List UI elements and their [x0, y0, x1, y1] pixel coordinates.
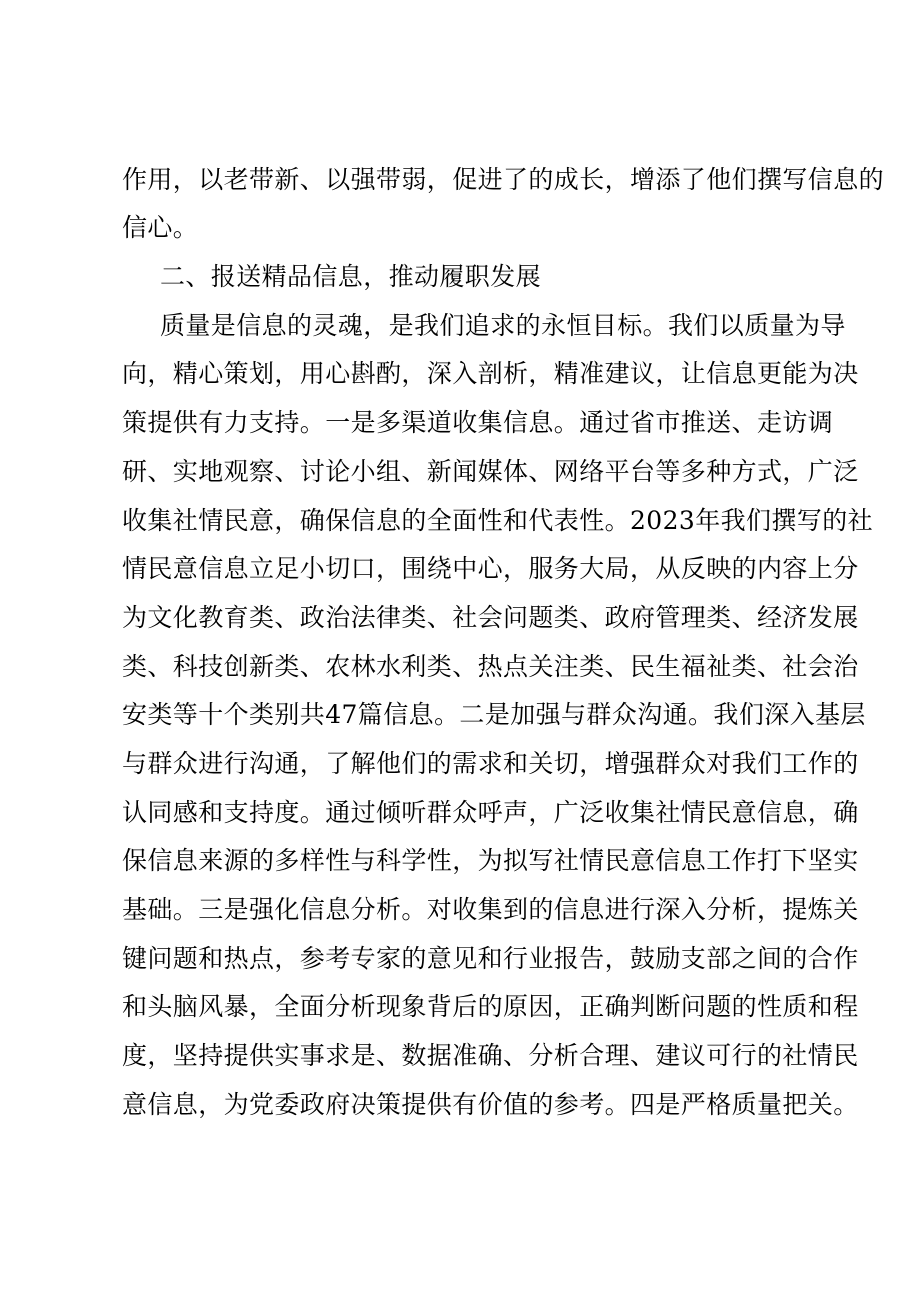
body-text-line: 策提供有力支持。一是多渠道收集信息。通过省市推送、走访调: [122, 408, 834, 437]
body-text-line: 与群众进行沟通，了解他们的需求和关切，增强群众对我们工作的: [122, 749, 859, 778]
body-text-line: 研、实地观察、讨论小组、新闻媒体、网络平台等多种方式，广泛: [122, 457, 859, 486]
body-text-line: 质量是信息的灵魂，是我们追求的永恒目标。我们以质量为导: [160, 311, 846, 340]
body-text-line: 信心。: [122, 213, 199, 242]
section-heading: 二、报送精品信息，推动履职发展: [160, 262, 542, 291]
body-text-line: 情民意信息立足小切口，围绕中心，服务大局，从反映的内容上分: [122, 554, 859, 583]
body-text-line: 和头脑风暴，全面分析现象背后的原因，正确判断问题的性质和程: [122, 992, 859, 1021]
body-text-line: 认同感和支持度。通过倾听群众呼声，广泛收集社情民意信息，确: [122, 798, 859, 827]
body-text-line: 保信息来源的多样性与科学性，为拟写社情民意信息工作打下坚实: [122, 846, 859, 875]
body-text-line: 类、科技创新类、农林水利类、热点关注类、民生福祉类、社会治: [122, 652, 859, 681]
body-text-line: 度，坚持提供实事求是、数据准确、分析合理、建议可行的社情民: [122, 1041, 859, 1070]
body-text-line: 键问题和热点，参考专家的意见和行业报告，鼓励支部之间的合作: [122, 944, 859, 973]
body-text-line: 作用，以老带新、以强带弱，促进了的成长，增添了他们撰写信息的: [122, 165, 885, 194]
body-text-line: 安类等十个类别共47篇信息。二是加强与群众沟通。我们深入基层: [122, 700, 866, 729]
body-text-line: 为文化教育类、政治法律类、社会问题类、政府管理类、经济发展: [122, 603, 859, 632]
body-text-line: 基础。三是强化信息分析。对收集到的信息进行深入分析，提炼关: [122, 895, 859, 924]
body-text-line: 收集社情民意，确保信息的全面性和代表性。2023年我们撰写的社: [122, 506, 874, 535]
body-text-line: 向，精心策划，用心斟酌，深入剖析，精准建议，让信息更能为决: [122, 359, 859, 388]
body-text-line: 意信息，为党委政府决策提供有价值的参考。四是严格质量把关。: [122, 1090, 859, 1119]
